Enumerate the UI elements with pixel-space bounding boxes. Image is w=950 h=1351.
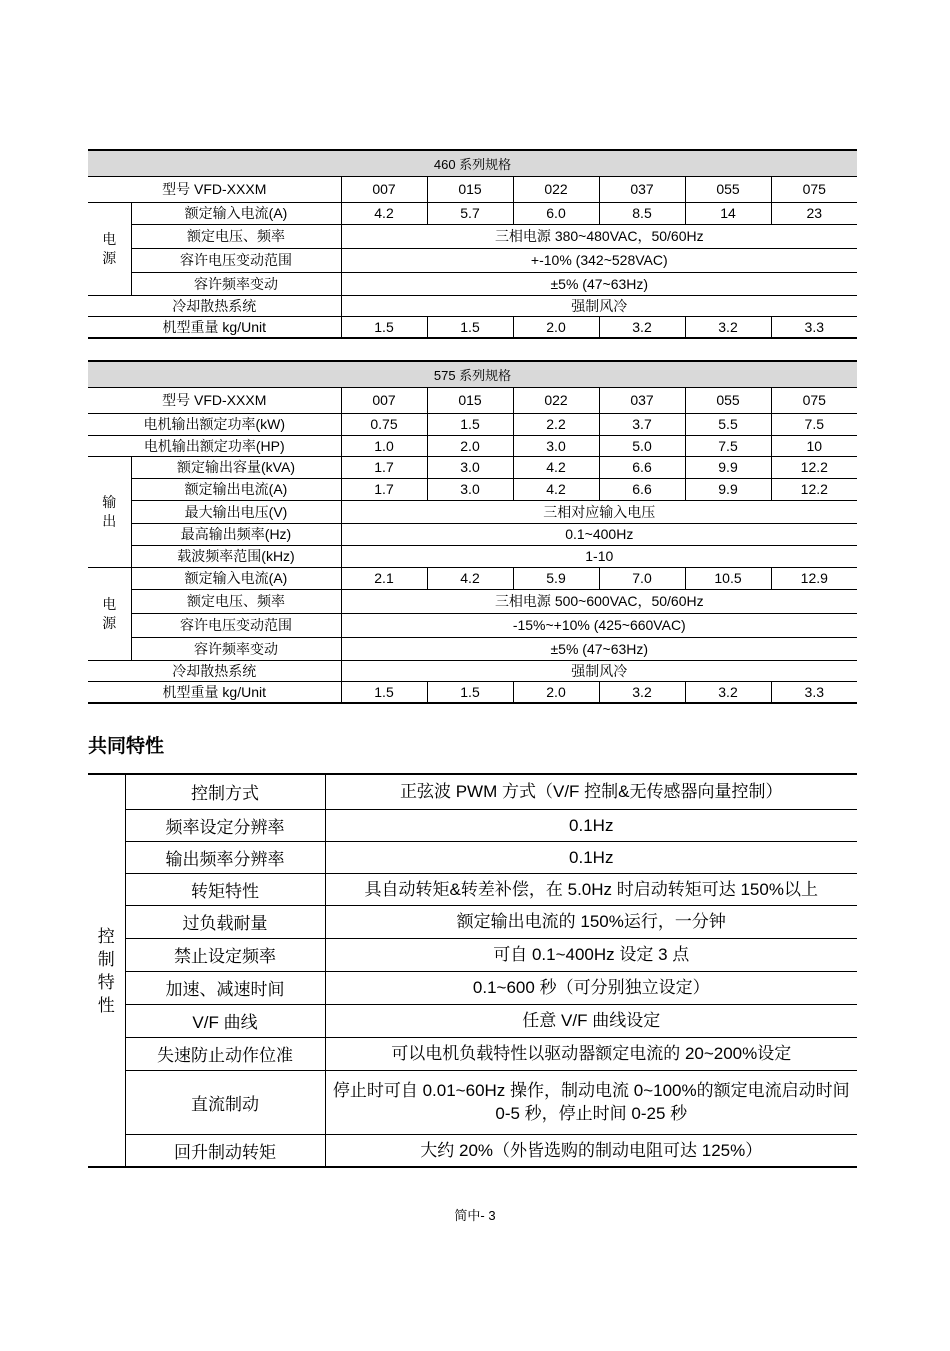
table-cell: 7.0 <box>599 567 685 589</box>
table-cell: 9.9 <box>685 456 771 478</box>
table-cell: 0.1Hz <box>325 841 857 873</box>
table-row <box>88 567 857 589</box>
table-cell: ±5% (47~63Hz) <box>341 272 857 295</box>
table-row <box>88 1004 857 1037</box>
table-row <box>88 413 857 435</box>
table-cell: 7.5 <box>685 435 771 456</box>
table-row <box>88 295 857 316</box>
table-cell: 10 <box>771 435 857 456</box>
table-row <box>88 545 857 567</box>
table-cell: 23 <box>771 202 857 224</box>
table-cell: 正弦波 PWM 方式（V/F 控制&无传感器向量控制） <box>325 774 857 809</box>
table-row <box>88 589 857 613</box>
table-row <box>88 613 857 637</box>
row-label: 电机输出额定功率(kW) <box>88 413 341 435</box>
model-cell: 007 <box>341 387 427 413</box>
table-cell: 1.5 <box>427 413 513 435</box>
output-group-label: 输出 <box>88 456 131 567</box>
table-title: 460 系列规格 <box>88 150 857 176</box>
table-cell: 1.0 <box>341 435 427 456</box>
row-label: 失速防止动作位准 <box>125 1037 325 1070</box>
table-cell: 具自动转矩&转差补偿，在 5.0Hz 时启动转矩可达 150%以上 <box>325 873 857 905</box>
table-cell: 1-10 <box>341 545 857 567</box>
table-cell: 6.6 <box>599 478 685 500</box>
row-label: 控制方式 <box>125 774 325 809</box>
table-cell: 1.5 <box>341 316 427 338</box>
table-cell: 12.2 <box>771 478 857 500</box>
table-cell: 3.3 <box>771 681 857 703</box>
table-cell: 3.2 <box>599 316 685 338</box>
row-label: 直流制动 <box>125 1070 325 1134</box>
table-cell: 1.7 <box>341 478 427 500</box>
table-row <box>88 316 857 338</box>
table-row <box>88 938 857 971</box>
model-cell: 022 <box>513 176 599 202</box>
table-row <box>88 224 857 248</box>
table-row <box>88 523 857 545</box>
table-cell: 可以电机负载特性以驱动器额定电流的 20~200%设定 <box>325 1037 857 1070</box>
table-row <box>88 660 857 681</box>
row-label: 过负载耐量 <box>125 905 325 938</box>
model-label: 型号 VFD-XXXM <box>88 387 341 413</box>
table-cell: 三相电源 380~480VAC，50/60Hz <box>341 224 857 248</box>
table-cell: 强制风冷 <box>341 660 857 681</box>
table-cell: 2.0 <box>513 681 599 703</box>
row-label: 禁止设定频率 <box>125 938 325 971</box>
row-label: 最大输出电压(V) <box>131 500 341 523</box>
row-label: 冷却散热系统 <box>88 660 341 681</box>
table-cell: 三相对应输入电压 <box>341 500 857 523</box>
table-cell: 3.2 <box>685 681 771 703</box>
table-cell: 8.5 <box>599 202 685 224</box>
table-cell: 12.9 <box>771 567 857 589</box>
model-cell: 022 <box>513 387 599 413</box>
model-cell: 055 <box>685 176 771 202</box>
table-cell: 6.6 <box>599 456 685 478</box>
table-cell: 三相电源 500~600VAC，50/60Hz <box>341 589 857 613</box>
model-cell: 015 <box>427 387 513 413</box>
table-cell: 3.2 <box>599 681 685 703</box>
section-heading: 共同特性 <box>88 736 165 757</box>
table-cell: 4.2 <box>427 567 513 589</box>
row-label: 输出频率分辨率 <box>125 841 325 873</box>
table-cell: 3.7 <box>599 413 685 435</box>
table-cell: 0.1~600 秒（可分别独立设定） <box>325 971 857 1004</box>
row-label: 机型重量 kg/Unit <box>88 316 341 338</box>
model-label: 型号 VFD-XXXM <box>88 176 341 202</box>
model-row <box>88 387 857 413</box>
row-label: 电机输出额定功率(HP) <box>88 435 341 456</box>
table-cell: 4.2 <box>341 202 427 224</box>
table-cell: +-10% (342~528VAC) <box>341 248 857 272</box>
table-row <box>88 774 857 809</box>
table-row <box>88 873 857 905</box>
table-cell: 3.0 <box>427 478 513 500</box>
table-cell: 停止时可自 0.01~60Hz 操作，制动电流 0~100%的额定电流启动时间 0-5 秒，停止时间 0-25 秒 <box>325 1070 857 1134</box>
model-cell: 055 <box>685 387 771 413</box>
row-label: 转矩特性 <box>125 873 325 905</box>
row-label: 回升制动转矩 <box>125 1134 325 1167</box>
table-row <box>88 809 857 841</box>
table-cell: 2.0 <box>513 316 599 338</box>
model-cell: 015 <box>427 176 513 202</box>
table-cell: 强制风冷 <box>341 295 857 316</box>
table-row <box>88 202 857 224</box>
table-row <box>88 1134 857 1167</box>
table-row <box>88 637 857 660</box>
table-row <box>88 478 857 500</box>
table-cell: 5.0 <box>599 435 685 456</box>
model-cell: 007 <box>341 176 427 202</box>
table-row <box>88 841 857 873</box>
table-cell: 3.0 <box>427 456 513 478</box>
table-cell: -15%~+10% (425~660VAC) <box>341 613 857 637</box>
table-cell: 任意 V/F 曲线设定 <box>325 1004 857 1037</box>
table-row <box>88 1070 857 1134</box>
table-title-row <box>88 150 857 176</box>
table-cell: 7.5 <box>771 413 857 435</box>
spec-table-575 <box>88 360 857 704</box>
row-label: 容许频率变动 <box>131 272 341 295</box>
table-row <box>88 272 857 295</box>
page-number: 简中- 3 <box>454 1208 496 1223</box>
table-cell: 0.75 <box>341 413 427 435</box>
table-cell: 5.5 <box>685 413 771 435</box>
table-cell: 2.0 <box>427 435 513 456</box>
row-label: 加速、减速时间 <box>125 971 325 1004</box>
table-cell: 2.2 <box>513 413 599 435</box>
control-group-label: 控制特性 <box>88 774 125 1167</box>
table-cell: 1.5 <box>427 681 513 703</box>
model-cell: 037 <box>599 176 685 202</box>
row-label: 容许电压变动范围 <box>131 248 341 272</box>
table-row <box>88 248 857 272</box>
table-row <box>88 456 857 478</box>
row-label: V/F 曲线 <box>125 1004 325 1037</box>
table-cell: 3.0 <box>513 435 599 456</box>
table-cell: 1.5 <box>427 316 513 338</box>
row-label: 额定输出电流(A) <box>131 478 341 500</box>
model-cell: 075 <box>771 387 857 413</box>
row-label: 最高输出频率(Hz) <box>131 523 341 545</box>
model-cell: 037 <box>599 387 685 413</box>
row-label: 额定输入电流(A) <box>131 567 341 589</box>
power-group-label: 电源 <box>88 567 131 660</box>
table-cell: 10.5 <box>685 567 771 589</box>
row-label: 额定电压、频率 <box>131 224 341 248</box>
table-row <box>88 681 857 703</box>
table-cell: 14 <box>685 202 771 224</box>
power-group-label: 电源 <box>88 202 131 295</box>
table-title: 575 系列规格 <box>88 361 857 387</box>
row-label: 额定输入电流(A) <box>131 202 341 224</box>
table-row <box>88 905 857 938</box>
table-row <box>88 435 857 456</box>
row-label: 冷却散热系统 <box>88 295 341 316</box>
table-cell: 3.3 <box>771 316 857 338</box>
table-cell: 额定输出电流的 150%运行，一分钟 <box>325 905 857 938</box>
row-label: 频率设定分辨率 <box>125 809 325 841</box>
table-cell: 9.9 <box>685 478 771 500</box>
model-row <box>88 176 857 202</box>
table-cell: 4.2 <box>513 456 599 478</box>
table-row <box>88 971 857 1004</box>
row-label: 机型重量 kg/Unit <box>88 681 341 703</box>
table-cell: 大约 20%（外皆选购的制动电阻可达 125%） <box>325 1134 857 1167</box>
table-cell: 1.7 <box>341 456 427 478</box>
row-label: 额定电压、频率 <box>131 589 341 613</box>
row-label: 容许频率变动 <box>131 637 341 660</box>
spec-table-460 <box>88 149 857 339</box>
table-cell: 0.1~400Hz <box>341 523 857 545</box>
table-cell: 3.2 <box>685 316 771 338</box>
common-features-table <box>88 773 857 1168</box>
table-cell: ±5% (47~63Hz) <box>341 637 857 660</box>
table-title-row <box>88 361 857 387</box>
model-cell: 075 <box>771 176 857 202</box>
row-label: 载波频率范围(kHz) <box>131 545 341 567</box>
table-row <box>88 1037 857 1070</box>
row-label: 容许电压变动范围 <box>131 613 341 637</box>
table-cell: 2.1 <box>341 567 427 589</box>
table-cell: 5.9 <box>513 567 599 589</box>
table-cell: 1.5 <box>341 681 427 703</box>
row-label: 额定输出容量(kVA) <box>131 456 341 478</box>
table-cell: 5.7 <box>427 202 513 224</box>
table-row <box>88 500 857 523</box>
table-cell: 12.2 <box>771 456 857 478</box>
table-cell: 6.0 <box>513 202 599 224</box>
table-cell: 0.1Hz <box>325 809 857 841</box>
table-cell: 可自 0.1~400Hz 设定 3 点 <box>325 938 857 971</box>
table-cell: 4.2 <box>513 478 599 500</box>
